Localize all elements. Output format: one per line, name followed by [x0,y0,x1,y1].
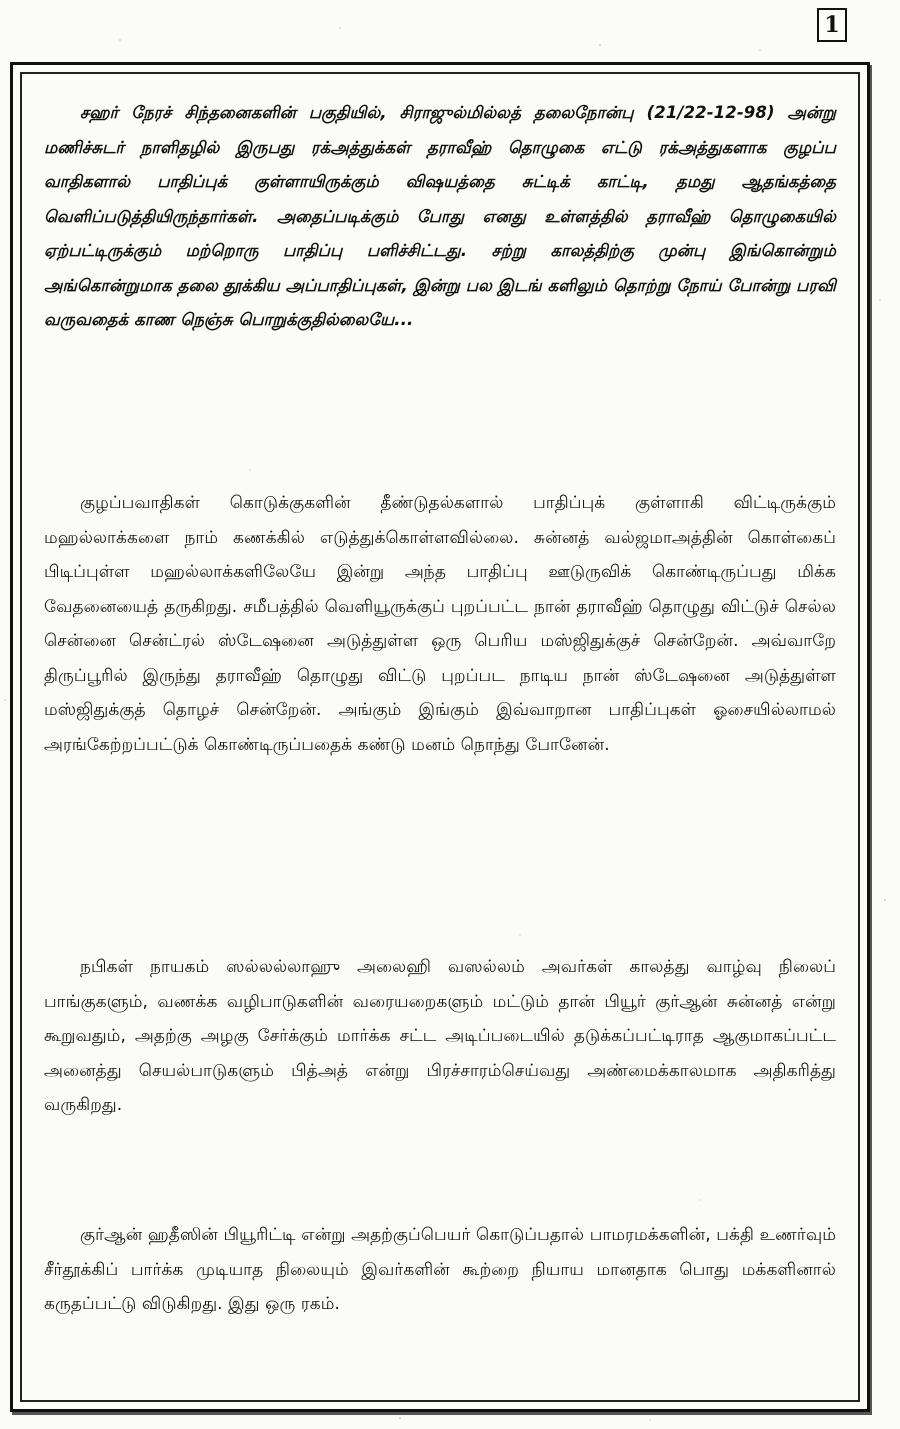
paragraph-text: குர்ஆன் ஹதீஸின் பியூரிட்டி என்று அதற்குப்பெயர் கொடுப்பதால் பாமரமக்களின், பக்தி உணர்வும் சீர்தூக்கிப் பார்க்க முடியாத நிலையும் இவர்களின் கூற்றை நியாய மானதாக பொது மக்களினால் கருதப்பட்டு விடுகிறது. இது ஒரு ரகம். [44,1225,836,1314]
article-paragraph-2 [44,486,836,762]
paragraph-text: நபிகள் நாயகம் ஸல்லல்லாஹு அலைஹி வஸல்லம் அவர்கள் காலத்து வாழ்வு நிலைப் பாங்குகளும், வணக்க வழிபாடுகளின் வரையறைகளும் மட்டும் தான் பியூர் குர்ஆன் சுன்னத் என்று கூறுவதும், அதற்கு அழகு சேர்க்கும் மார்க்க சட்ட அடிப்படையில் தடுக்கப்பட்டிராத ஆகுமாகப்பட்ட அனைத்து செயல்பாடுகளும் பித்அத் என்று பிரச்சாரம்செய்வது அண்மைக்காலமாக அதிகரித்து வருகிறது. [44,957,836,1115]
page-number: 1 [817,8,847,42]
paragraph-text: சஹர் நேரச் சிந்தனைகளின் பகுதியில், சிராஜுல்மில்லத் தலைநோன்பு (21/22-12-98) அன்று மணிச்சுடர் நாளிதழில் இருபது ரக்அத்துக்கள் தராவீஹ் தொழுகை எட்டு ரக்அத்துகளாக குழப்ப வாதிகளால் பாதிப்புக் குள்ளாயிருக்கும் விஷயத்தை சுட்டிக் காட்டி, தமது ஆதங்கத்தை வெளிப்படுத்தியிருந்தார்கள். அதைப்படிக்கும் போது எனது உள்ளத்தில் தராவீஹ் தொழுகையில் ஏற்பட்டிருக்கும் மற்றொரு பாதிப்பு பளிச்சிட்டது. சற்று காலத்திற்கு முன்பு இங்கொன்றும் அங்கொன்றுமாக தலை தூக்கிய அப்பாதிப்புகள், இன்று பல இடங் களிலும் தொற்று நோய் போன்று பரவி வருவதைக் காண நெஞ்சு பொறுக்குதில்லையே... [44,103,836,329]
article-paragraph-1 [44,96,836,338]
article-paragraph-4 [44,1218,836,1322]
paragraph-text: குழப்பவாதிகள் கொடுக்குகளின் தீண்டுதல்களால் பாதிப்புக் குள்ளாகி விட்டிருக்கும் மஹல்லாக்களை நாம் கணக்கில் எடுத்துக்கொள்ளவில்லை. சுன்னத் வல்ஜமாஅத்தின் கொள்கைப் பிடிப்புள்ள மஹல்லாக்களிலேயே இன்று அந்த பாதிப்பு ஊடுருவிக் கொண்டிருப்பது மிக்க வேதனையைத் தருகிறது. சமீபத்தில் வெளியூருக்குப் புறப்பட்ட நான் தராவீஹ் தொழுது விட்டுச் செல்ல சென்னை சென்ட்ரல் ஸ்டேஷனை அடுத்துள்ள ஒரு பெரிய மஸ்ஜிதுக்குச் சென்றேன். அவ்வாறே திருப்பூரில் இருந்து தராவீஹ் தொழுது விட்டு புறப்பட நாடிய நான் ஸ்டேஷனை அடுத்துள்ள மஸ்ஜிதுக்குத் தொழச் சென்றேன். அங்கும் இங்கும் இவ்வாறான பாதிப்புகள் ஓசையில்லாமல் அரங்கேற்றப்பட்டுக் கொண்டிருப்பதைக் கண்டு மனம் நொந்து போனேன். [44,493,836,755]
article-paragraph-3 [44,950,836,1123]
